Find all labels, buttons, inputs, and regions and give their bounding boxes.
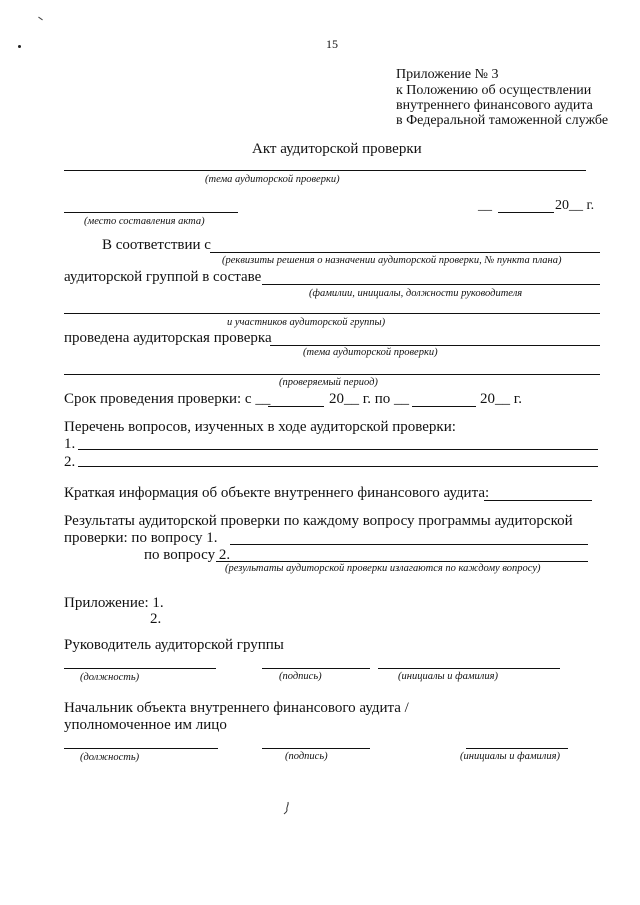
results-q2-label: по вопросу 2. [144, 547, 231, 563]
question-2-number: 2. [64, 454, 76, 470]
head-position-caption: (должность) [80, 672, 140, 683]
brief-label: Краткая информация об объекте внутреннего финансового аудита: [64, 485, 490, 501]
decision-line[interactable] [210, 252, 600, 253]
leader-caption: (фамилии, инициалы, должности руководителя [309, 288, 523, 299]
chief-initials-line[interactable] [466, 748, 568, 749]
chief-position-line[interactable] [64, 748, 218, 749]
topic2-caption: (тема аудиторской проверки) [303, 347, 438, 358]
head-signature-line[interactable] [262, 668, 370, 669]
place-line[interactable] [64, 212, 238, 213]
question-1-number: 1. [64, 436, 76, 452]
page-number: 15 [326, 37, 338, 51]
topic-line[interactable] [64, 170, 586, 171]
term-to-month[interactable] [412, 406, 476, 407]
date-month-line[interactable] [498, 212, 554, 213]
group-label: аудиторской группой в составе [64, 269, 262, 285]
term-end: 20__ г. [480, 391, 522, 407]
brief-line[interactable] [484, 500, 592, 501]
term-from: Срок проведения проверки: с __ [64, 391, 271, 407]
attachment-2: 2. [150, 611, 162, 627]
chief-line-2: уполномоченное им лицо [64, 717, 227, 733]
question-1-line[interactable] [78, 449, 598, 450]
decision-caption: (реквизиты решения о назначении аудиторской проверки, № пункта плана) [222, 255, 562, 266]
chief-line-1: Начальник объекта внутреннего финансового аудита / [64, 700, 409, 716]
date-day: __ [478, 198, 492, 213]
chief-signature-line[interactable] [262, 748, 370, 749]
term-to: 20__ г. по __ [329, 391, 409, 407]
head-initials-caption: (инициалы и фамилия) [398, 671, 499, 682]
period-caption: (проверяемый период) [279, 377, 378, 388]
group-line[interactable] [262, 284, 600, 285]
accordance-label: В соответствии с [102, 237, 211, 253]
chief-position-caption: (должность) [80, 752, 140, 763]
attachment-label: Приложение: 1. [64, 595, 164, 611]
questions-heading: Перечень вопросов, изученных в ходе аудиторской проверки: [64, 419, 456, 435]
results-caption: (результаты аудиторской проверки излагаются по каждому вопросу) [225, 563, 541, 574]
results-q2-line[interactable] [216, 561, 588, 562]
results-q1-label: проверки: по вопросу 1. [64, 530, 218, 546]
margin-mark [38, 17, 43, 21]
document-title: Акт аудиторской проверки [252, 141, 422, 157]
head-position-line[interactable] [64, 668, 216, 669]
chief-initials-caption: (инициалы и фамилия) [460, 751, 561, 762]
question-2-line[interactable] [78, 466, 598, 467]
appendix-line-3: внутреннего финансового аудита [396, 98, 593, 113]
members-caption: и участников аудиторской группы) [227, 317, 386, 328]
appendix-line-2: к Положению об осуществлении [396, 83, 592, 98]
term-from-month[interactable] [268, 406, 324, 407]
pen-mark-icon [283, 801, 291, 815]
members-line[interactable] [64, 313, 600, 314]
place-caption: (место составления акта) [84, 216, 205, 227]
results-line-1: Результаты аудиторской проверки по каждому вопросу программы аудиторской [64, 513, 573, 529]
head-signature-caption: (подпись) [279, 671, 322, 682]
head-initials-line[interactable] [378, 668, 560, 669]
group-head-label: Руководитель аудиторской группы [64, 637, 284, 653]
date-year: 20__ г. [555, 198, 595, 213]
appendix-line-1: Приложение № 3 [396, 67, 499, 82]
topic-caption: (тема аудиторской проверки) [205, 174, 340, 185]
conducted-line[interactable] [270, 345, 600, 346]
conducted-label: проведена аудиторская проверка [64, 330, 272, 346]
chief-signature-caption: (подпись) [285, 751, 328, 762]
results-q1-line[interactable] [230, 544, 588, 545]
period-line[interactable] [64, 374, 600, 375]
appendix-line-4: в Федеральной таможенной службе [396, 113, 609, 128]
margin-dot [18, 45, 21, 48]
